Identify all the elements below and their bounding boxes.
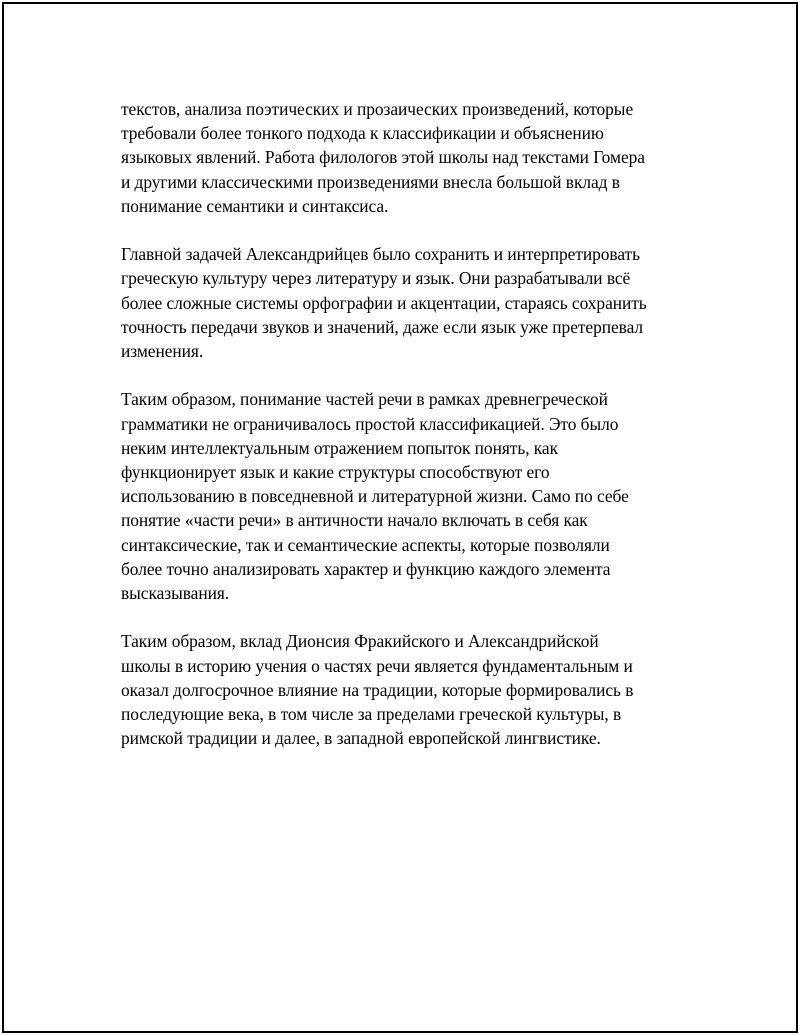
paragraph-1 <box>121 97 701 218</box>
text-line: последующие века, в том числе за пределами греческой культуры, в <box>121 704 622 725</box>
text-line: Главной задачей Александрийцев было сохранить и интерпретировать <box>121 244 640 265</box>
paragraph-4 <box>121 629 701 750</box>
text-line: требовали более тонкого подхода к классификации и объяснению <box>121 123 604 144</box>
page-frame <box>2 2 798 1033</box>
text-line: изменения. <box>121 341 204 362</box>
paragraph-3 <box>121 387 701 605</box>
text-line: школы в историю учения о частях речи является фундаментальным и <box>121 655 633 676</box>
text-line: грамматики не ограничивалось простой классификацией. Это было <box>121 413 619 434</box>
text-line: более точно анализировать характер и функцию каждого элемента <box>121 558 611 579</box>
text-line: греческую культуру через литературу и язык. Они разрабатывали всё <box>121 268 631 289</box>
text-line: точность передачи звуков и значений, даже если язык уже претерпевал <box>121 316 644 337</box>
document-body <box>121 97 701 750</box>
text-line: понятие «части речи» в античности начало включать в себя как <box>121 510 588 531</box>
text-line: использованию в повседневной и литературной жизни. Само по себе <box>121 486 629 507</box>
text-line: более сложные системы орфографии и акцентации, стараясь сохранить <box>121 292 647 313</box>
text-line: языковых явлений. Работа филологов этой школы над текстами Гомера <box>121 147 645 168</box>
text-line: неким интеллектуальным отражением попыток понять, как <box>121 437 558 458</box>
text-line: синтаксические, так и семантические аспекты, которые позволяли <box>121 534 610 555</box>
text-line: оказал долгосрочное влияние на традиции, которые формировались в <box>121 679 634 700</box>
text-line: и другими классическими произведениями внесла большой вклад в <box>121 171 620 192</box>
text-line: Таким образом, понимание частей речи в рамках древнегреческой <box>121 389 608 410</box>
paragraph-2 <box>121 242 701 363</box>
text-line: текстов, анализа поэтических и прозаических произведений, которые <box>121 99 634 119</box>
text-line: понимание семантики и синтаксиса. <box>121 195 389 216</box>
text-line: функционирует язык и какие структуры способствуют его <box>121 462 550 483</box>
text-line: Таким образом, вклад Дионсия Фракийского и Александрийской <box>121 631 599 652</box>
text-line: высказывания. <box>121 583 230 604</box>
text-line: римской традиции и далее, в западной европейской лингвистике. <box>121 728 601 749</box>
